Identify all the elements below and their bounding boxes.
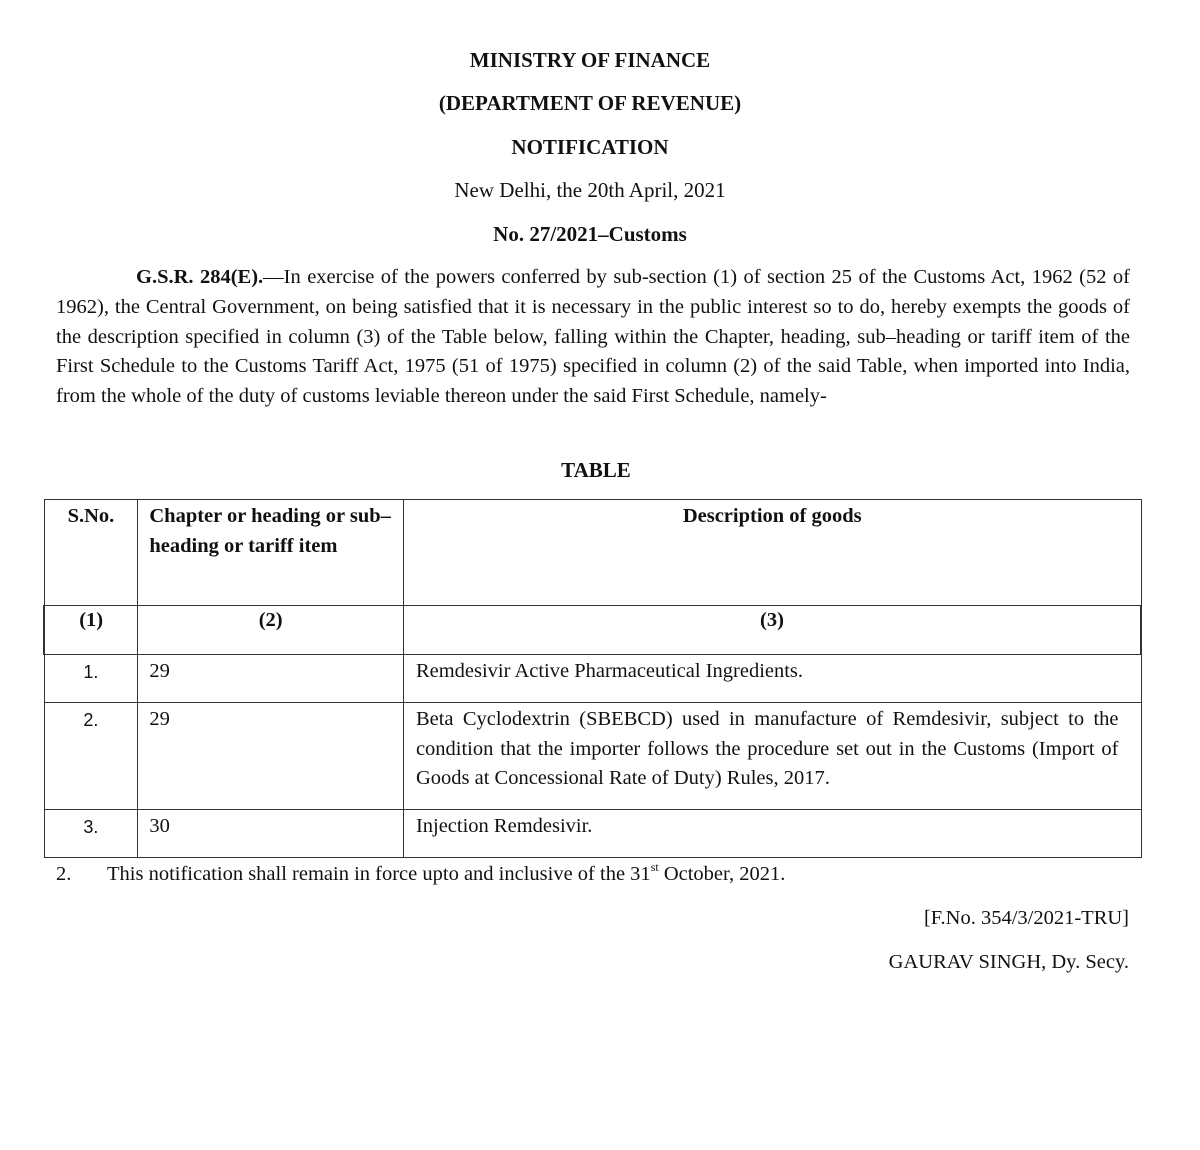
column-number: (2) bbox=[138, 606, 404, 655]
ordinal-suffix: st bbox=[650, 860, 659, 874]
department-heading: (DEPARTMENT OF REVENUE) bbox=[438, 91, 742, 115]
gsr-number: G.S.R. 284(E). bbox=[136, 266, 264, 288]
exemption-table bbox=[43, 499, 1142, 858]
table-header-row bbox=[44, 500, 1141, 606]
header-description: Description of goods bbox=[403, 500, 1141, 606]
column-number-row bbox=[44, 606, 1141, 655]
header-chapter: Chapter or heading or sub–heading or tariff item bbox=[138, 500, 404, 606]
validity-date: October, 2021. bbox=[658, 863, 786, 885]
paragraph-number: 2. bbox=[56, 863, 72, 885]
row-chapter: 29 bbox=[138, 703, 404, 810]
row-chapter: 29 bbox=[138, 655, 404, 703]
file-number: [F.No. 354/3/2021-TRU] bbox=[923, 907, 1129, 929]
row-chapter: 30 bbox=[138, 810, 404, 858]
header-sno: S.No. bbox=[44, 500, 138, 606]
row-sno: 1. bbox=[44, 655, 138, 703]
paragraph-text: —In exercise of the powers conferred by sub-section (1) of section 25 of the Customs Act, 1962 (52 of 1962), the Central Government, on being satisfied that it is necessary in the public interest so to do, hereby exempts the goods of the description specified in column (3) of the Table below, falling within the Chapter, heading, sub–heading or tariff item of the First Schedule to the Customs Tariff Act, 1975 (51 of 1975) specified in column (2) of the said Table, when imported into India, from the whole of the duty of customs leviable thereon under the said First Schedule, namely- bbox=[56, 266, 1130, 408]
row-sno: 3. bbox=[44, 810, 138, 858]
main-paragraph bbox=[56, 263, 1130, 412]
ministry-heading: MINISTRY OF FINANCE bbox=[469, 48, 711, 72]
notification-number: No. 27/2021–Customs bbox=[493, 222, 687, 246]
notification-heading: NOTIFICATION bbox=[511, 135, 669, 159]
table-row bbox=[44, 655, 1141, 703]
table-row bbox=[44, 810, 1141, 858]
table-row bbox=[44, 703, 1141, 810]
row-description: Remdesivir Active Pharmaceutical Ingredients. bbox=[403, 655, 1141, 703]
column-number: (1) bbox=[44, 606, 138, 655]
validity-paragraph bbox=[56, 860, 785, 890]
table-title: TABLE bbox=[561, 458, 631, 482]
row-description: Injection Remdesivir. bbox=[403, 810, 1141, 858]
signatory: GAURAV SINGH, Dy. Secy. bbox=[888, 951, 1129, 973]
row-description: Beta Cyclodextrin (SBEBCD) used in manufacture of Remdesivir, subject to the condition that the importer follows the procedure set out in the Customs (Import of Goods at Concessional Rate of Duty) Rules, 2017. bbox=[403, 703, 1141, 810]
place-date: New Delhi, the 20th April, 2021 bbox=[454, 178, 726, 202]
column-number: (3) bbox=[403, 606, 1141, 655]
validity-text: This notification shall remain in force upto and inclusive of the 31 bbox=[107, 863, 651, 885]
row-sno: 2. bbox=[44, 703, 138, 810]
